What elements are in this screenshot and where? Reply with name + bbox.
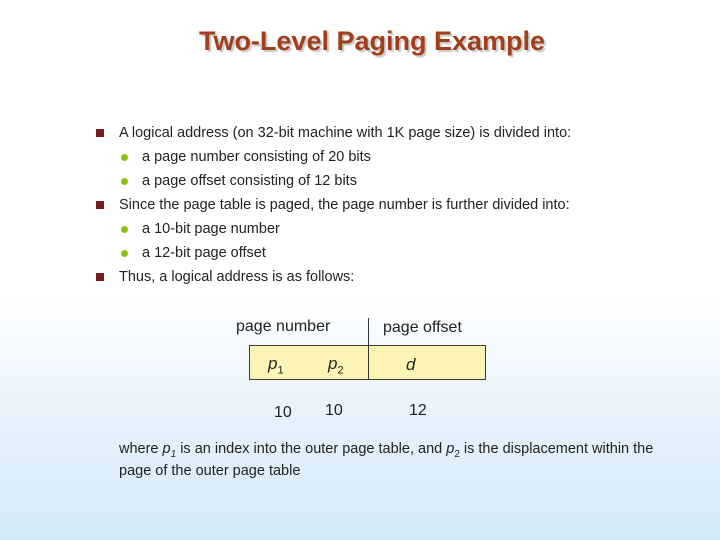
bits-p1: 10 bbox=[274, 404, 292, 421]
dot-bullet-icon bbox=[121, 154, 128, 161]
bullet-text: A logical address (on 32-bit machine with 1K page size) is divided into: bbox=[119, 125, 572, 141]
field-separator bbox=[368, 318, 369, 380]
square-bullet-icon bbox=[96, 129, 104, 137]
field-p2: $p_2$ bbox=[328, 354, 344, 377]
bullet-list bbox=[96, 121, 571, 289]
bullet-text: Since the page table is paged, the page number is further divided into: bbox=[119, 197, 570, 213]
sub-bullet-item bbox=[96, 145, 571, 169]
sub-bullet-text: a 10-bit page number bbox=[142, 221, 280, 237]
field-d: d bbox=[406, 355, 416, 374]
bullet-item bbox=[96, 121, 571, 145]
bullet-item bbox=[96, 265, 571, 289]
square-bullet-icon bbox=[96, 201, 104, 209]
bits-p2: 10 bbox=[325, 402, 343, 419]
bullet-item bbox=[96, 193, 571, 217]
sub-bullet-text: a 12-bit page offset bbox=[142, 245, 266, 261]
sub-bullet-item bbox=[96, 217, 571, 241]
bullet-text: Thus, a logical address is as follows: bbox=[119, 269, 355, 285]
sub-bullet-item bbox=[96, 241, 571, 265]
field-p1: $p_1$ bbox=[268, 354, 284, 377]
page-offset-header: page offset bbox=[383, 319, 462, 336]
dot-bullet-icon bbox=[121, 178, 128, 185]
footer-note: where $p_1$ is an index into the outer page table, and $p_2$ is the displacement within the page of the outer page table bbox=[119, 441, 654, 479]
page-number-header: page number bbox=[236, 318, 331, 335]
square-bullet-icon bbox=[96, 273, 104, 281]
dot-bullet-icon bbox=[121, 250, 128, 257]
sub-bullet-item bbox=[96, 169, 571, 193]
slide-title: Two-Level Paging Example bbox=[198, 26, 546, 56]
sub-bullet-text: a page number consisting of 20 bits bbox=[142, 149, 371, 165]
dot-bullet-icon bbox=[121, 226, 128, 233]
bits-d: 12 bbox=[409, 402, 427, 419]
sub-bullet-text: a page offset consisting of 12 bits bbox=[142, 173, 357, 189]
